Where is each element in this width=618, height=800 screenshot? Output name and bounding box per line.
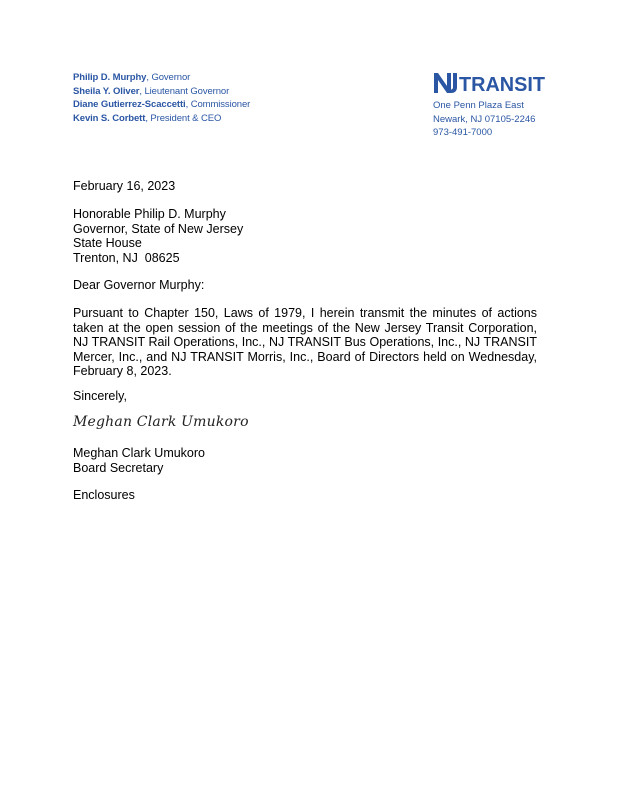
nj-transit-logo (433, 70, 547, 96)
address-line: Newark, NJ 07105-2246 (433, 113, 536, 125)
closing: Sincerely, (73, 389, 127, 403)
handwritten-signature: Meghan Clark Umukoro (73, 414, 249, 430)
recipient-address (73, 207, 243, 265)
recipient-line: Honorable Philip D. Murphy (73, 207, 226, 221)
official-separator: , (146, 72, 152, 83)
official-row (73, 112, 250, 126)
official-separator: , (145, 112, 151, 124)
official-name: Sheila Y. Oliver (73, 85, 140, 97)
enclosures-note: Enclosures (73, 488, 135, 502)
letter-body: Pursuant to Chapter 150, Laws of 1979, I herein transmit the minutes of actions taken at the open session of the meetings of the New Jersey Transit Corporation, NJ TRANSIT Rail Operations, Inc., NJ TRANSIT Bus Operations, Inc., NJ TRANSIT Mercer, Inc., and NJ TRANSIT Morris, Inc., Board of Directors held on Wednesday, February 8, 2023. (73, 306, 537, 379)
signer-block (73, 446, 205, 475)
official-row (73, 71, 250, 85)
official-row (73, 85, 250, 99)
official-row (73, 98, 250, 112)
official-name: Kevin S. Corbett (73, 112, 146, 124)
letterhead-officials (73, 71, 250, 125)
signer-title: Board Secretary (73, 460, 164, 475)
official-name: Philip D. Murphy (73, 72, 147, 83)
official-title: Governor (151, 72, 191, 83)
salutation: Dear Governor Murphy: (73, 278, 205, 292)
address-line: One Penn Plaza East (433, 100, 524, 111)
letter-date: February 16, 2023 (73, 179, 176, 193)
letterhead-address (433, 99, 535, 140)
official-title: Lieutenant Governor (144, 85, 230, 97)
official-title: Commissioner (190, 99, 251, 110)
recipient-line: State House (73, 236, 142, 251)
nj-transit-logo-mark (433, 70, 547, 96)
signer-name: Meghan Clark Umukoro (73, 446, 205, 460)
logo-wordmark: TRANSIT (459, 74, 545, 96)
official-separator: , (139, 85, 145, 97)
official-name: Diane Gutierrez-Scaccetti (73, 99, 186, 110)
official-separator: , (185, 99, 191, 110)
recipient-line: Trenton, NJ 08625 (73, 250, 180, 265)
official-title: President & CEO (150, 112, 222, 124)
address-phone: 973-491-7000 (433, 127, 493, 138)
recipient-line: Governor, State of New Jersey (73, 221, 244, 236)
